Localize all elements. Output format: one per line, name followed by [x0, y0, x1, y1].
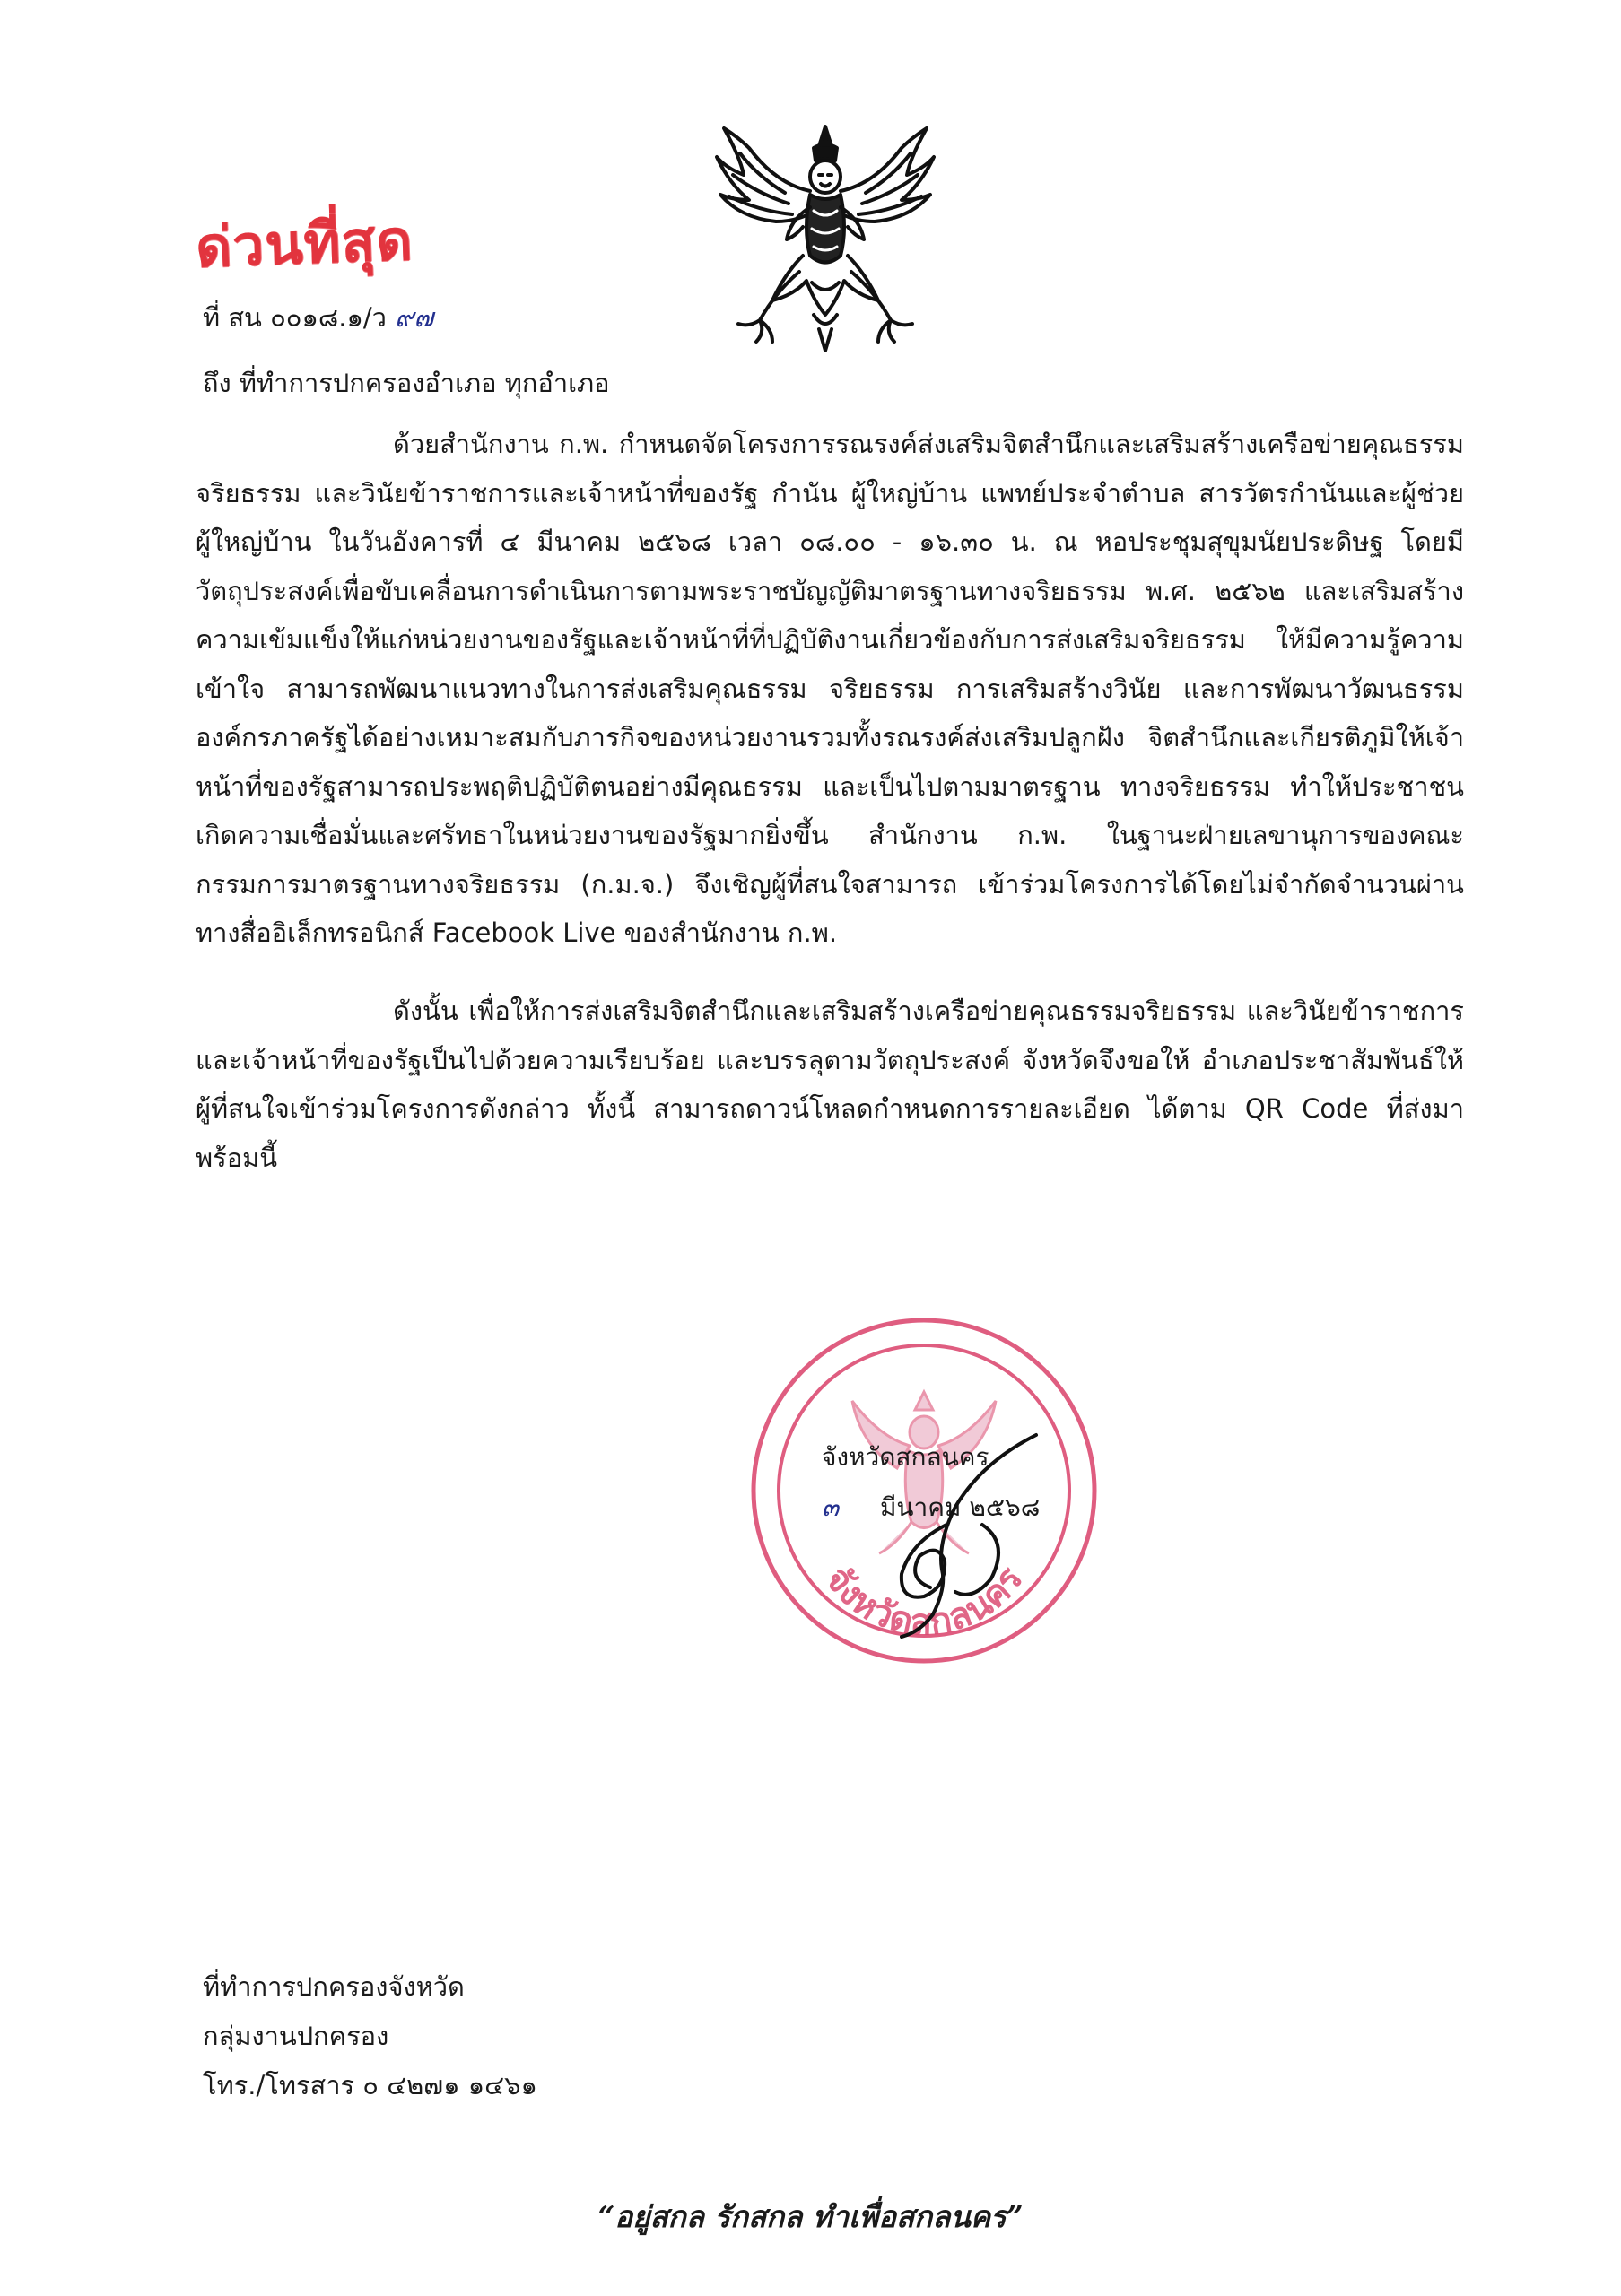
- body-paragraph-1: [196, 420, 1464, 958]
- urgency-stamp: ด่วนที่สุด: [194, 206, 414, 281]
- signing-province: จังหวัดสกลนคร: [822, 1442, 989, 1472]
- addressee: ถึง ที่ทำการปกครองอำเภอ ทุกอำเภอ: [203, 368, 610, 398]
- document-number-handwritten: ๙๗: [395, 302, 434, 333]
- seal-text: จังหวัดสกลนคร: [816, 1559, 1032, 1644]
- signing-day-handwritten: ๓: [822, 1492, 840, 1522]
- document-number: [203, 302, 433, 334]
- footer-division: กลุ่มงานปกครอง: [203, 2021, 389, 2051]
- footer-phone: โทร./โทรสาร ๐ ๔๒๗๑ ๑๔๖๑: [203, 2070, 537, 2100]
- garuda-emblem-icon: [713, 121, 937, 356]
- document-number-prefix: ที่ สน ๐๐๑๘.๑/ว: [203, 302, 387, 333]
- body-paragraph-2: [196, 987, 1464, 1182]
- handwritten-signature: [848, 1408, 1054, 1650]
- footer-office: ที่ทำการปกครองจังหวัด: [203, 1971, 465, 2002]
- provincial-slogan: “อยู่สกล รักสกล ทำเพื่อสกลนคร”: [597, 2199, 1024, 2234]
- paragraph-1-text: ด้วยสำนักงาน ก.พ. กำหนดจัดโครงการรณรงค์ส่งเสริมจิตสำนึกและเสริมสร้างเครือข่ายคุณธรรมจริยธรรม และวินัยข้าราชการและเจ้าหน้าที่ของรัฐ กำนัน ผู้ใหญ่บ้าน แพทย์ประจำตำบล สารวัตรกำนันและผู้ช่วยผู้ใหญ่บ้าน ในวันอังคารที่ ๔ มีนาคม ๒๕๖๘ เวลา ๐๘.๐๐ - ๑๖.๓๐ น. ณ หอประชุมสุขุมนัยประดิษฐ โดยมีวัตถุประสงค์เพื่อขับเคลื่อนการดำเนินการตามพระราชบัญญัติมาตรฐานทางจริยธรรม พ.ศ. ๒๕๖๒ และเสริมสร้างความเข้มแข็งให้แก่หน่วยงานของรัฐและเจ้าหน้าที่ที่ปฏิบัติงานเกี่ยวข้องกับการส่งเสริมจริยธรรม ให้มีความรู้ความเข้าใจ สามารถพัฒนาแนวทางในการส่งเสริมคุณธรรม จริยธรรม การเสริมสร้างวินัย และการพัฒนาวัฒนธรรมองค์กรภาครัฐได้อย่างเหมาะสมกับภารกิจของหน่วยงานรวมทั้งรณรงค์ส่งเสริมปลูกฝัง จิตสำนึกและเกียรติภูมิให้เจ้าหน้าที่ของรัฐสามารถประพฤติปฏิบัติตนอย่างมีคุณธรรม และเป็นไปตามมาตรฐาน ทางจริยธรรม ทำให้ประชาชนเกิดความเชื่อมั่นและศรัทธาในหน่วยงานของรัฐมากยิ่งขึ้น สำนักงาน ก.พ. ในฐานะฝ่ายเลขานุการของคณะกรรมการมาตรฐานทางจริยธรรม (ก.ม.จ.) จึงเชิญผู้ที่สนใจสามารถ เข้าร่วมโครงการได้โดยไม่จำกัดจำนวนผ่านทางสื่ออิเล็กทรอนิกส์ Facebook Live ของสำนักงาน ก.พ.: [196, 429, 1464, 948]
- signing-month-year: มีนาคม ๒๕๖๘: [879, 1492, 1041, 1522]
- paragraph-2-text: ดังนั้น เพื่อให้การส่งเสริมจิตสำนึกและเสริมสร้างเครือข่ายคุณธรรมจริยธรรม และวินัยข้าราชการและเจ้าหน้าที่ของรัฐเป็นไปด้วยความเรียบร้อย และบรรลุตามวัตถุประสงค์ จังหวัดจึงขอให้ อำเภอประชาสัมพันธ์ให้ผู้ที่สนใจเข้าร่วมโครงการดังกล่าว ทั้งนี้ สามารถดาวน์โหลดกำหนดการรายละเอียด ได้ตาม QR Code ที่ส่งมาพร้อมนี้: [196, 996, 1464, 1173]
